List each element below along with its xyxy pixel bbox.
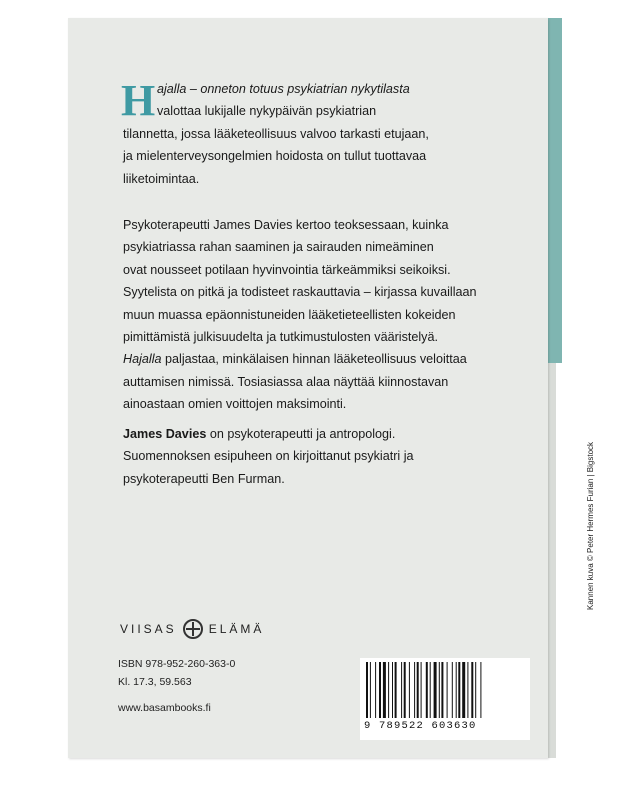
- barcode-bar: [392, 662, 393, 718]
- barcode-bar: [456, 662, 457, 718]
- intro-line: tilannetta, jossa lääketeollisuus valvoo tarkasti etujaan,: [123, 126, 429, 141]
- barcode-digits: 9 789522 603630: [364, 720, 477, 732]
- barcode-bar: [475, 662, 476, 718]
- author-line: psykoterapeutti Ben Furman.: [123, 471, 285, 486]
- body-line: auttamisen nimissä. Tosiasiassa alaa näyttää kiinnostavan: [123, 374, 449, 389]
- barcode-bar: [414, 662, 415, 718]
- intro-line: valottaa lukijalle nykypäivän psykiatrian: [157, 104, 377, 119]
- barcode-bar: [452, 662, 453, 718]
- cover-photo-credit: Kannen kuva © Peter Hermes Furian | Bigstock: [586, 441, 595, 610]
- body-line: muun muassa epäonnistuneiden lääketieteellisten kokeiden: [123, 307, 456, 322]
- classification-text: Kl. 17.3, 59.563: [118, 676, 192, 688]
- website-link[interactable]: www.basambooks.fi: [118, 702, 211, 714]
- barcode-bars: [366, 662, 524, 720]
- body-paragraph: [123, 214, 523, 416]
- barcode-bar: [370, 662, 371, 718]
- barcode-bar: [471, 662, 473, 718]
- barcode-bar: [401, 662, 402, 718]
- body-line: ovat nousseet potilaan hyvinvointia tärkeämmiksi seikoiksi.: [123, 262, 451, 277]
- body-line: [123, 348, 523, 370]
- body-line: Syytelista on pitkä ja todisteet raskauttavia – kirjassa kuvaillaan: [123, 285, 477, 300]
- author-line: Suomennoksen esipuheen on kirjoittanut psykiatri ja: [123, 449, 414, 464]
- author-paragraph: [123, 423, 523, 490]
- author-line: [123, 423, 523, 445]
- barcode-bar: [404, 662, 406, 718]
- body-line: Psykoterapeutti James Davies kertoo teoksessaan, kuinka: [123, 218, 449, 232]
- drop-cap: H: [121, 76, 156, 125]
- intro-paragraph: [123, 78, 523, 190]
- book-title-inline: Hajalla: [123, 352, 162, 367]
- body-line: pimittämistä julkisuudelta ja tutkimustulosten vääristelyä.: [123, 330, 438, 345]
- intro-line: ja mielenterveysongelmien hoidosta on tullut tuottavaa: [123, 149, 427, 164]
- barcode-bar: [434, 662, 437, 718]
- barcode-bar: [441, 662, 443, 718]
- author-name: James Davies: [123, 427, 207, 441]
- barcode-bar: [388, 662, 389, 718]
- publisher-logo: [120, 618, 264, 640]
- barcode-bar: [426, 662, 428, 718]
- barcode-bar: [458, 662, 460, 718]
- barcode-bar: [395, 662, 397, 718]
- spine-edge: [548, 363, 556, 758]
- intro-line: liiketoimintaa.: [123, 171, 200, 186]
- author-line-rest: on psykoterapeutti ja antropologi.: [206, 427, 396, 441]
- body-line: ainoastaan omien voittojen maksimointi.: [123, 397, 347, 412]
- barcode-bar: [439, 662, 440, 718]
- publisher-name-left: VIISAS: [120, 622, 177, 636]
- barcode-bar: [447, 662, 448, 718]
- compass-cross-icon: [183, 619, 203, 639]
- barcode-bar: [366, 662, 368, 718]
- publisher-name-right: ELÄMÄ: [208, 622, 265, 636]
- barcode-bar: [409, 662, 410, 718]
- barcode-bar: [480, 662, 481, 718]
- body-line: psykiatriassa rahan saaminen ja sairauden nimeäminen: [123, 240, 434, 255]
- spine-strip: [548, 18, 562, 363]
- barcode-bar: [417, 662, 419, 718]
- back-cover: [68, 18, 595, 758]
- barcode-bar: [467, 662, 468, 718]
- barcode-bar: [383, 662, 386, 718]
- barcode-bar: [430, 662, 431, 718]
- barcode-bar: [421, 662, 422, 718]
- isbn-barcode: [360, 658, 530, 740]
- body-line-rest: paljastaa, minkälaisen hinnan lääketeollisuus veloittaa: [161, 352, 467, 367]
- barcode-bar: [379, 662, 381, 718]
- barcode-bar: [375, 662, 376, 718]
- isbn-text: ISBN 978-952-260-363-0: [118, 658, 236, 670]
- book-title-line: ajalla – onneton totuus psykiatrian nykytilasta: [157, 82, 410, 96]
- barcode-bar: [462, 662, 465, 718]
